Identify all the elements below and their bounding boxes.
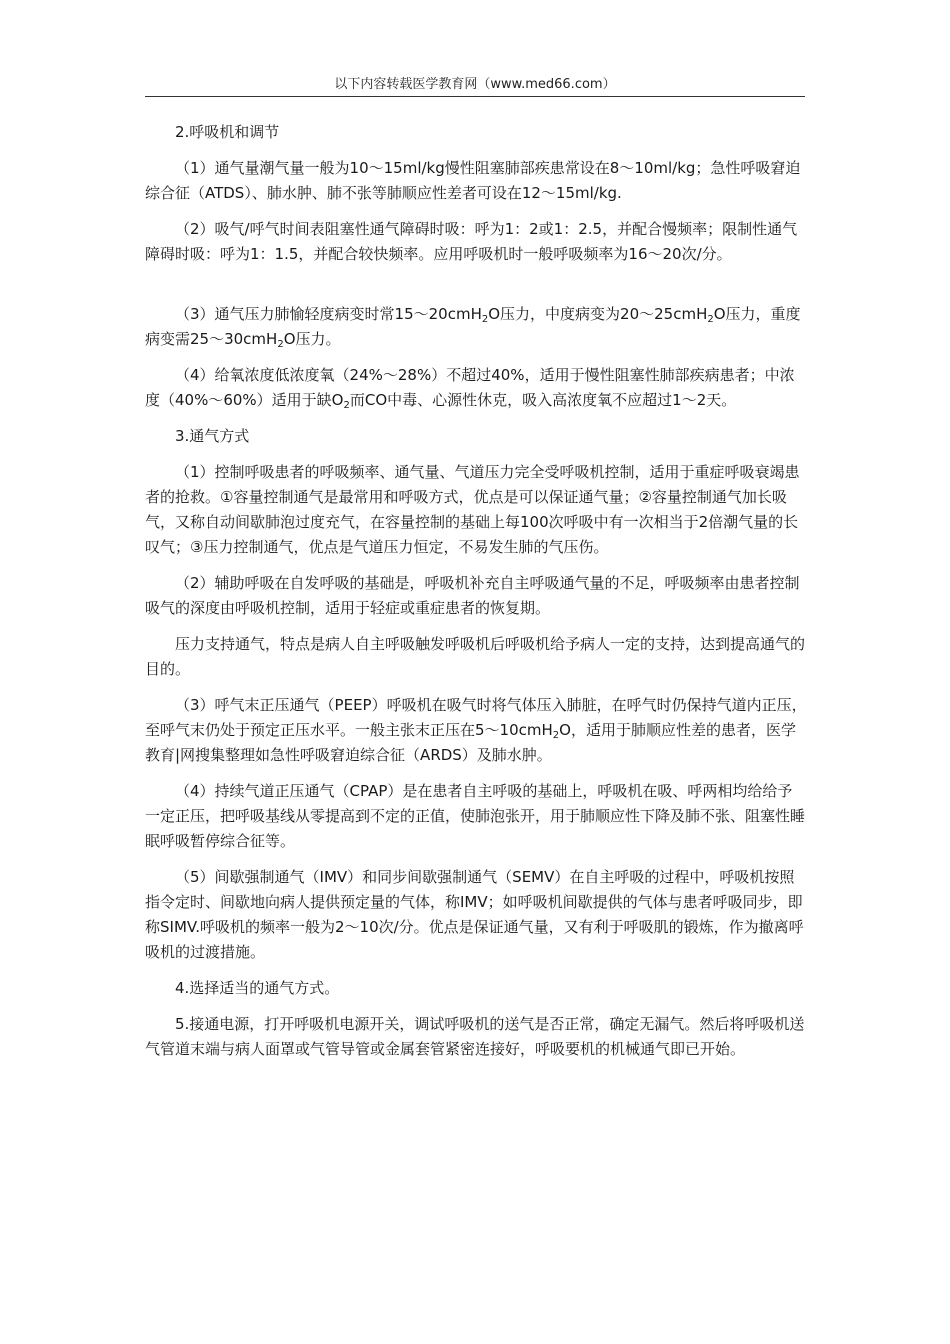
paragraph-text: （3）通气压力肺愉轻度病变时常15～20cmH [175, 305, 482, 323]
paragraph [145, 1012, 807, 1062]
paragraph-text: O压力，重度病变需25～30cmH [145, 305, 801, 348]
paragraph-text: 压力支持通气，特点是病人自主呼吸触发呼吸机后呼吸机给予病人一定的支持，达到提高通气的目的。 [145, 635, 806, 678]
paragraph-text: （4）持续气道正压通气（CPAP）是在患者自主呼吸的基础上，呼吸机在吸、呼两相均给给予一定正压，把呼吸基线从零提高到不定的正值，使肺泡张开，用于肺顺应性下降及肺不张、阻塞性睡眠呼吸暂停综合征等。 [145, 782, 806, 850]
subscript: 2 [343, 400, 350, 411]
paragraph-text: （1）通气量潮气量一般为10～15ml/kg慢性阻塞肺部疾患常设在8～10ml/kg；急性呼吸窘迫综合征（ATDS）、肺水肿、肺不张等肺顺应性差者可设在12～15ml/kg. [145, 159, 801, 202]
subscript: 2 [552, 730, 560, 741]
paragraph [145, 779, 807, 854]
paragraph [145, 363, 807, 413]
section-heading: 3.通气方式 [175, 427, 250, 445]
subscript: 2 [277, 339, 284, 350]
paragraph [145, 693, 807, 768]
paragraph-text: （4）给氧浓度低浓度氧（24%～28%）不超过40%，适用于慢性阻塞性肺部疾病患者；中浓度（40%～60%）适用于缺O [145, 366, 795, 409]
section-heading: 4.选择适当的通气方式。 [175, 979, 340, 997]
paragraph [145, 865, 807, 965]
paragraph-text: O，适用于肺顺应性差的患者，医学教育|网搜集整理如急性呼吸窘迫综合征（ARDS）及肺水肿。 [145, 721, 796, 764]
paragraph [145, 217, 807, 267]
paragraph [145, 302, 807, 352]
header-divider [145, 96, 805, 97]
paragraph [145, 571, 807, 621]
paragraph-text: （2）吸气/呼气时间表阻塞性通气障碍时吸：呼为1：2或1：2.5，并配合慢频率；限制性通气障碍时吸：呼为1：1.5，并配合较快频率。应用呼吸机时一般呼吸频率为16～20次/分。 [145, 220, 798, 263]
paragraph-text: （2）辅助呼吸在自发呼吸的基础是，呼吸机补充自主呼吸通气量的不足，呼吸频率由患者控制吸气的深度由呼吸机控制，适用于轻症或重症患者的恢复期。 [145, 574, 800, 617]
paragraph-text: O压力，中度病变为20～25cmH [488, 305, 708, 323]
paragraph-text: （1）控制呼吸患者的呼吸频率、通气量、气道压力完全受呼吸机控制，适用于重症呼吸衰竭患者的抢救。①容量控制通气是最常用和呼吸方式，优点是可以保证通气量；②容量控制通气加长吸气，又称自动间歇肺泡过度充气，在容量控制的基础上每100次呼吸中有一次相当于2倍潮气量的长叹气；③压力控制通气，优点是气道压力恒定，不易发生肺的气压伤。 [145, 463, 800, 556]
paragraph [145, 460, 807, 560]
paragraph-text: （5）间歇强制通气（IMV）和同步间歇强制通气（SEMV）在自主呼吸的过程中，呼吸机按照指令定时、间歇地向病人提供预定量的气体，称IMV；如呼吸机间歇提供的气体与患者呼吸同步，即称SIMV.呼吸机的频率一般为2～10次/分。优点是保证通气量，又有利于呼吸肌的锻炼，作为撤离呼吸机的过渡措施。 [145, 868, 804, 961]
paragraph [145, 156, 807, 206]
subscript: 2 [481, 314, 489, 325]
paragraph-text: 而CO中毒、心源性休克，吸入高浓度氧不应超过1～2天。 [349, 391, 737, 409]
document-body [145, 120, 807, 1073]
paragraph-text: 5.接通电源，打开呼吸机电源开关，调试呼吸机的送气是否正常，确定无漏气。然后将呼吸机送气管道末端与病人面罩或气管导管或金属套管紧密连接好，呼吸要机的机械通气即已开始。 [145, 1015, 805, 1058]
paragraph [145, 632, 807, 682]
paragraph-text: O压力。 [283, 330, 341, 348]
section-heading: 2.呼吸机和调节 [175, 123, 280, 141]
subscript: 2 [707, 314, 714, 325]
page-header: 以下内容转载医学教育网（www.med66.com） [334, 77, 616, 92]
paragraph-text: （3）呼气末正压通气（PEEP）呼吸机在吸气时将气体压入肺脏，在呼气时仍保持气道内正压，至呼气末仍处于预定正压水平。一般主张末正压在5～10cmH [145, 696, 807, 739]
